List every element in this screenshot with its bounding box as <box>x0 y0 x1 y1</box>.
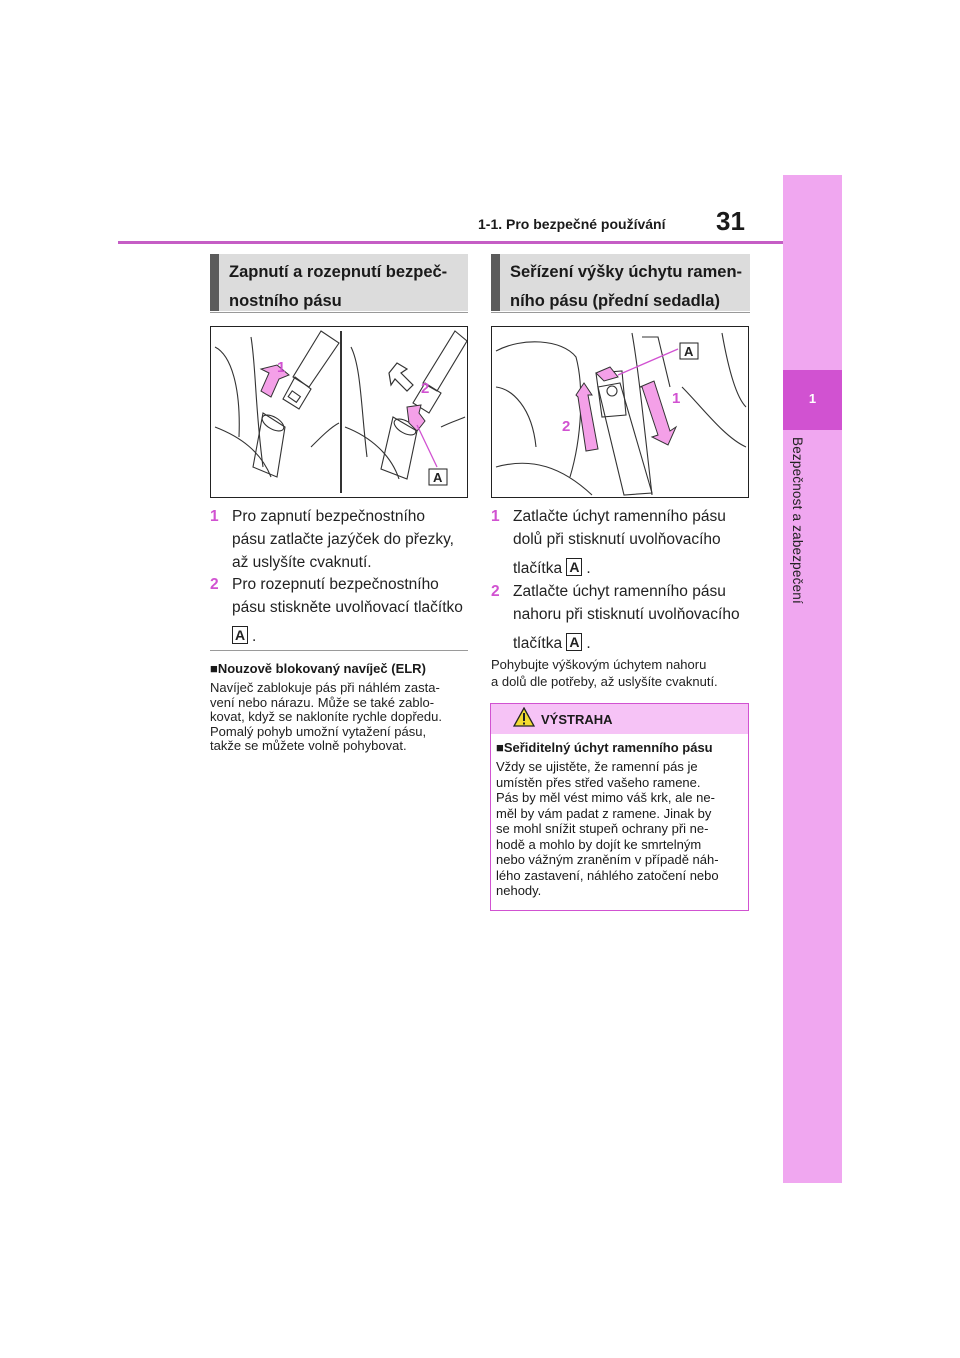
warning-line: měl by vám padat z ramene. Jinak by <box>496 805 712 821</box>
step-2-raise <box>491 580 751 652</box>
step-tail: . <box>252 628 257 645</box>
note-line: kovat, když se nakloníte rychle dopředu. <box>210 709 442 724</box>
warning-line: lého zastavení, náhlého zatočení nebo <box>496 867 719 883</box>
shoulder-anchor-illustration <box>491 326 749 498</box>
step-line: pásu stiskněte uvolňovací tlačítko <box>232 599 463 616</box>
label-a-box: A <box>232 626 248 644</box>
callout-a: A <box>433 470 443 485</box>
callout-a: A <box>684 344 694 359</box>
warning-line: se mohl snížit stupeň ochrany při ne- <box>496 821 709 836</box>
step-line: Pro rozepnutí bezpečnostního <box>232 576 439 593</box>
elr-note-body <box>210 681 470 754</box>
note-divider <box>210 650 468 651</box>
step-line: tlačítka <box>513 560 563 577</box>
step-tail: . <box>586 635 591 652</box>
page-number: 31 <box>716 206 745 236</box>
step-line: dolů při stisknutí uvolňovacího <box>513 531 721 548</box>
step-number: 2 <box>210 576 219 593</box>
step-line: Pro zapnutí bezpečnostního <box>232 508 426 525</box>
warning-title: VÝSTRAHA <box>541 712 613 727</box>
callout-1: 1 <box>672 390 681 407</box>
elr-note-title: ■Nouzově blokovaný navíječ (ELR) <box>210 661 426 676</box>
section-title: 1-1. Pro bezpečné používání <box>478 216 666 232</box>
header-rule <box>118 241 783 244</box>
step-line: až uslyšíte cvaknutí. <box>232 554 372 571</box>
note-line: a dolů dle potřeby, až uslyšíte cvaknutí. <box>491 674 718 689</box>
step-line: Zatlačte úchyt ramenního pásu <box>513 583 726 600</box>
step-tail: . <box>586 560 591 577</box>
warning-line: Vždy se ujistěte, že ramenní pás je <box>496 759 698 774</box>
warning-line: umístěn přes střed vašeho ramene. <box>496 774 701 790</box>
step-number: 1 <box>210 508 219 525</box>
callout-1: 1 <box>277 359 286 376</box>
note-line: Pomalý pohyb umožní vytažení pásu, <box>210 723 427 739</box>
callout-2: 2 <box>562 418 571 435</box>
step-number: 2 <box>491 583 500 600</box>
anchor-drawing <box>492 327 748 497</box>
note-line: Navíječ zablokuje pás při náhlém zasta- <box>210 680 440 695</box>
heading-rule <box>210 312 468 313</box>
warning-line: nebo vážným zraněním v případě náh- <box>496 852 719 867</box>
seatbelt-buckle-illustration <box>210 326 468 498</box>
heading-line: Seřízení výšky úchytu ramen- <box>510 263 743 281</box>
note-line: takže se můžete volně pohybovat. <box>210 738 407 753</box>
step-2-unfasten <box>210 573 470 648</box>
label-a-box: A <box>566 558 582 576</box>
heading-rule <box>491 312 750 313</box>
step-line: nahoru při stisknutí uvolňovacího <box>513 606 740 623</box>
note-line: Pohybujte výškovým úchytem nahoru <box>491 657 707 672</box>
section-heading-fastening <box>210 254 468 311</box>
label-a-box: A <box>566 633 582 651</box>
warning-line: hodě a mohlo by dojít ke smrtelným <box>496 836 702 852</box>
step-line: pásu zatlačte jazýček do přezky, <box>232 531 454 548</box>
note-line: vení nebo nárazu. Může se také zablo- <box>210 694 435 710</box>
adjust-note <box>491 656 761 690</box>
heading-line: Zapnutí a rozepnutí bezpeč- <box>229 263 448 281</box>
heading-line: ního pásu (přední sedadla) <box>510 292 720 310</box>
step-line: Zatlačte úchyt ramenního pásu <box>513 508 726 525</box>
step-1-lower <box>491 505 751 577</box>
warning-body <box>496 759 744 899</box>
chapter-number: 1 <box>808 391 817 406</box>
warning-subtitle: ■Seřiditelný úchyt ramenního pásu <box>496 740 713 755</box>
chapter-tab <box>783 175 842 1183</box>
warning-triangle-icon <box>513 707 535 727</box>
warning-line: nehody. <box>496 883 542 898</box>
step-line: tlačítka <box>513 635 563 652</box>
callout-2: 2 <box>421 380 430 397</box>
warning-line: Pás by měl vést mimo váš krk, ale ne- <box>496 790 715 805</box>
chapter-label: Bezpečnost a zabezpečení <box>790 437 805 604</box>
step-number: 1 <box>491 508 500 525</box>
heading-line: nostního pásu <box>229 292 342 310</box>
section-heading-height-adjuster <box>491 254 750 311</box>
buckle-drawing <box>211 327 467 497</box>
